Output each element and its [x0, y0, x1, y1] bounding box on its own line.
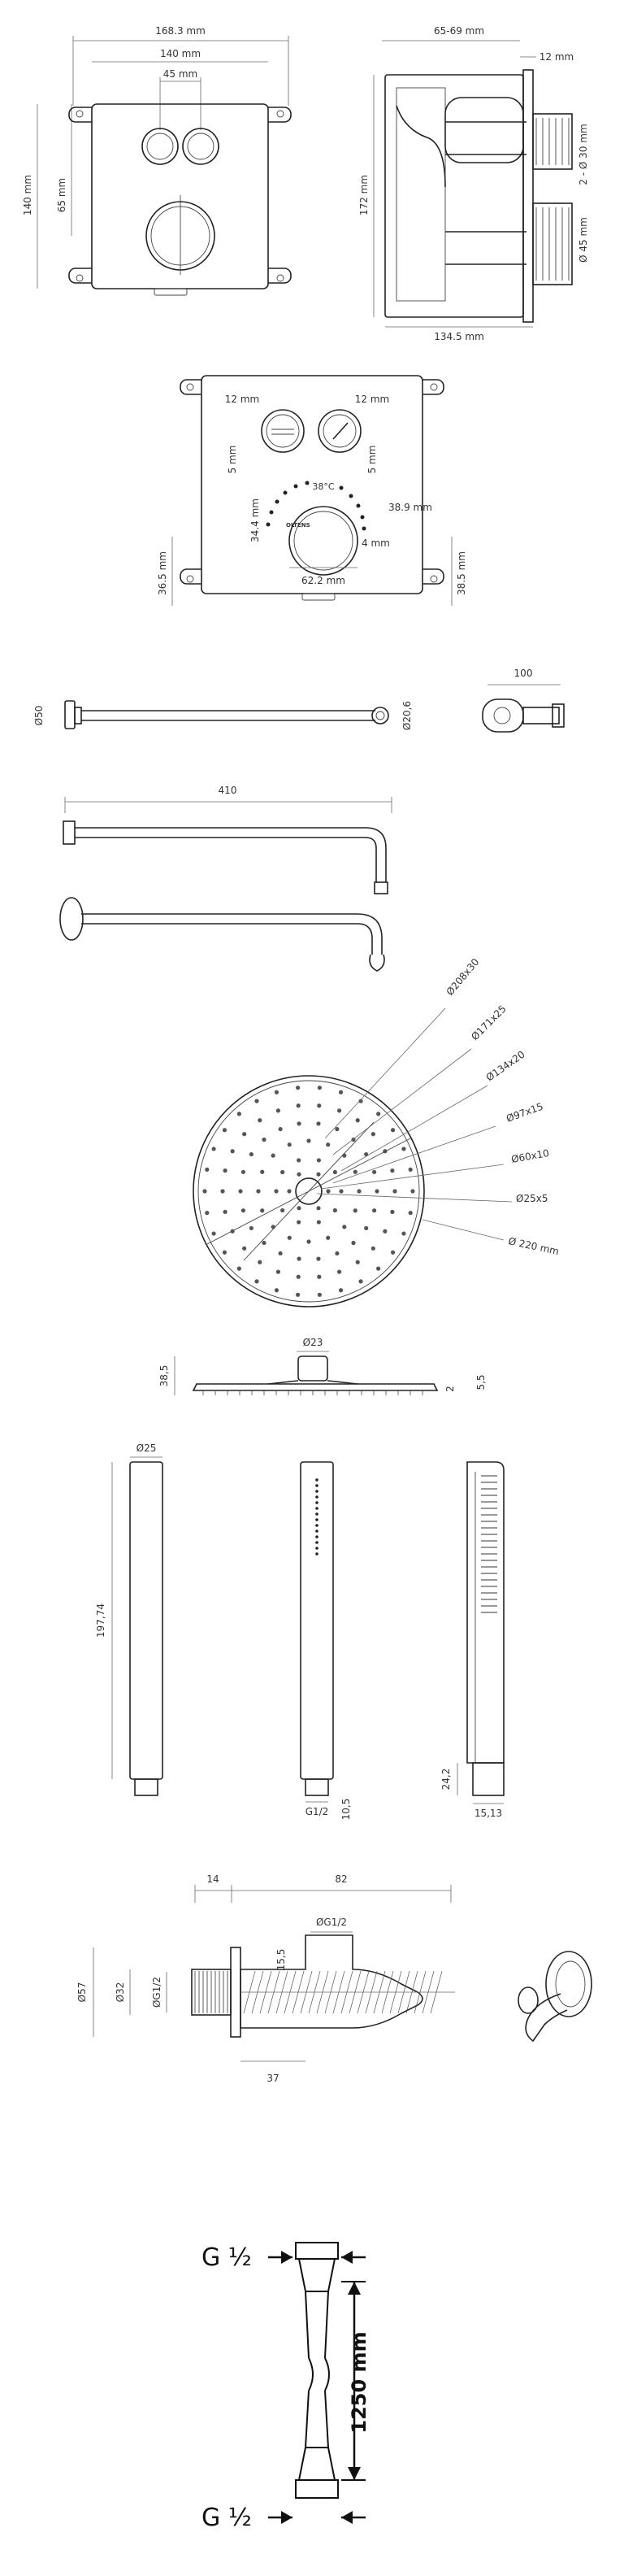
nozzle — [242, 1247, 246, 1251]
fp-brand: OLTENS — [286, 522, 310, 529]
nozzle — [288, 1142, 292, 1147]
fp-temp: 38°C — [312, 481, 335, 492]
nozzle — [317, 1220, 321, 1224]
nozzle — [279, 1127, 283, 1131]
hand-nozzle — [315, 1518, 318, 1521]
nozzle — [205, 1211, 209, 1215]
box-side-view — [358, 25, 589, 342]
nozzle — [297, 1121, 301, 1125]
ring-7: Ø 220 mm — [507, 1235, 561, 1258]
ring-4: Ø97x15 — [505, 1100, 545, 1125]
hand-nozzle — [315, 1507, 318, 1510]
hand-dia: Ø25 — [136, 1442, 157, 1454]
faceplate-view — [157, 376, 467, 606]
nozzle — [376, 1112, 380, 1116]
hand-nozzle — [315, 1524, 318, 1527]
nozzle — [410, 1189, 414, 1193]
nozzle — [316, 1173, 320, 1177]
nozzle — [383, 1229, 387, 1234]
hand-shower-view — [95, 1442, 504, 1820]
nozzle — [317, 1275, 321, 1279]
nozzle — [256, 1189, 260, 1193]
nozzle — [342, 1225, 346, 1229]
nozzle — [333, 1170, 337, 1174]
shower-head-top-view — [193, 956, 560, 1307]
nozzle — [371, 1247, 375, 1251]
head-height: 38,5 — [158, 1364, 170, 1387]
fp-right-base: 38.5 mm — [456, 551, 467, 595]
hand-nozzle — [315, 1490, 318, 1493]
side-depth-range: 65-69 mm — [433, 25, 485, 37]
nozzle — [241, 1208, 245, 1212]
nozzle — [306, 1239, 310, 1243]
fp-knob-dia: 62.2 mm — [301, 575, 345, 586]
nozzle — [326, 1236, 330, 1240]
nozzle — [254, 1099, 258, 1103]
nozzle — [306, 1138, 310, 1142]
nozzle — [287, 1189, 291, 1193]
side-knob-dia: Ø 45 mm — [578, 217, 589, 263]
nozzle — [353, 1170, 358, 1174]
nozzle — [371, 1132, 375, 1136]
box-front-view — [22, 25, 291, 295]
nozzle — [275, 1090, 279, 1094]
nozzle — [202, 1189, 206, 1193]
ring-2: Ø171x25 — [469, 1003, 509, 1043]
nozzle — [317, 1103, 321, 1107]
long-arm-view — [60, 785, 392, 971]
side-pipe-dia: 2 - Ø 30 mm — [578, 124, 589, 185]
nozzle — [316, 1257, 320, 1261]
nozzle — [391, 1251, 395, 1255]
nozzle — [335, 1127, 339, 1131]
elbow-inlet-thread: ØG1/2 — [151, 1976, 162, 2008]
elbow-perspective — [518, 1952, 592, 2041]
nozzle — [231, 1149, 235, 1153]
nozzle — [390, 1168, 394, 1173]
fp-btn-left-w: 12 mm — [224, 394, 260, 405]
nozzle — [223, 1210, 227, 1214]
nozzle — [276, 1270, 280, 1274]
fp-btn-right-w: 12 mm — [354, 394, 390, 405]
elbow-bottom-len: 37 — [266, 2073, 280, 2084]
head-thickness: 2 — [444, 1386, 456, 1392]
hand-nozzle — [315, 1501, 318, 1504]
nozzle — [364, 1226, 368, 1230]
elbow-outlet-h: 15,5 — [275, 1948, 287, 1971]
nozzle — [260, 1208, 264, 1212]
ring-3: Ø134x20 — [483, 1048, 527, 1084]
nozzle — [275, 1288, 279, 1292]
box-height: 140 mm — [22, 174, 33, 216]
elbow-view — [76, 1873, 592, 2084]
nozzle — [376, 1267, 380, 1271]
ring-5: Ø60x10 — [510, 1147, 550, 1165]
button-spacing: 45 mm — [162, 68, 198, 80]
nozzle — [297, 1220, 301, 1224]
elbow-outlet-thread: ØG1/2 — [315, 1917, 348, 1928]
nozzle — [333, 1208, 337, 1212]
nozzle — [211, 1231, 215, 1235]
nozzle — [260, 1170, 264, 1174]
holder-height: 24,2 — [440, 1768, 452, 1791]
fp-left-base: 36.5 mm — [157, 551, 168, 595]
nozzle — [358, 1279, 362, 1283]
nozzle — [279, 1251, 283, 1255]
hand-nozzle — [315, 1512, 318, 1516]
hand-thread-len: 10,5 — [340, 1798, 352, 1821]
nozzle — [258, 1118, 262, 1122]
nozzle — [337, 1270, 341, 1274]
fp-btn-right-h: 5 mm — [366, 445, 378, 474]
nozzle — [296, 1293, 300, 1297]
elbow-body-dia: Ø32 — [115, 1982, 126, 2003]
nozzle — [242, 1132, 246, 1136]
shower-head-side-view — [158, 1337, 487, 1395]
nozzle — [356, 1118, 360, 1122]
nozzle — [276, 1108, 280, 1112]
nozzle — [351, 1241, 355, 1245]
nozzle — [372, 1208, 376, 1212]
hand-thread: G1/2 — [305, 1806, 329, 1817]
hand-nozzle — [315, 1541, 318, 1544]
hose-top-label: G ½ — [202, 2243, 252, 2272]
nozzle — [356, 1260, 360, 1264]
nozzle — [271, 1225, 275, 1229]
side-total-depth: 134.5 mm — [434, 331, 484, 342]
ring-6: Ø25x5 — [516, 1193, 548, 1204]
nozzle — [237, 1112, 241, 1116]
nozzle — [317, 1158, 321, 1162]
fp-knob-right: 38.9 mm — [388, 502, 432, 513]
nozzle — [297, 1257, 301, 1261]
nozzle — [401, 1231, 405, 1235]
nozzle — [238, 1189, 242, 1193]
short-arm-view — [33, 668, 564, 732]
head-edge: 5,5 — [475, 1374, 487, 1390]
nozzle — [409, 1168, 413, 1172]
nozzle — [249, 1226, 254, 1230]
arm-short-tube-dia: Ø20,6 — [401, 700, 413, 731]
nozzle — [390, 1210, 394, 1214]
hose-bottom-label: G ½ — [202, 2504, 252, 2532]
nozzle — [391, 1128, 395, 1132]
nozzle — [258, 1260, 262, 1264]
nozzle — [249, 1152, 254, 1156]
nozzle — [409, 1211, 413, 1215]
hand-nozzle — [315, 1478, 318, 1482]
nozzle — [223, 1128, 227, 1132]
nozzle — [254, 1279, 258, 1283]
nozzle — [375, 1189, 379, 1193]
nozzle — [223, 1251, 227, 1255]
hose-view — [202, 2243, 370, 2532]
box-width-outer: 168.3 mm — [155, 25, 206, 37]
nozzle — [296, 1086, 300, 1090]
nozzle — [357, 1189, 361, 1193]
nozzle — [326, 1189, 330, 1193]
hand-nozzle — [315, 1530, 318, 1533]
nozzle — [316, 1206, 320, 1210]
nozzle — [392, 1189, 396, 1193]
side-thickness: 12 mm — [539, 51, 574, 63]
nozzle — [262, 1241, 266, 1245]
holder-width: 15,13 — [474, 1808, 503, 1819]
nozzle — [241, 1170, 245, 1174]
nozzle — [288, 1236, 292, 1240]
hand-length: 197,74 — [95, 1603, 106, 1638]
nozzle — [353, 1208, 358, 1212]
hand-nozzle — [315, 1552, 318, 1556]
hand-nozzle — [315, 1535, 318, 1538]
fp-knob-offset: 34.4 mm — [249, 498, 261, 542]
nozzle — [271, 1154, 275, 1158]
nozzle — [297, 1206, 301, 1210]
side-height: 172 mm — [358, 174, 370, 216]
hose-length: 1250 mm — [348, 2331, 370, 2434]
nozzle — [318, 1086, 322, 1090]
nozzle — [297, 1158, 301, 1162]
nozzle — [280, 1170, 284, 1174]
nozzle — [205, 1168, 209, 1172]
nozzle — [326, 1142, 330, 1147]
nozzle — [318, 1293, 322, 1297]
nozzle — [316, 1121, 320, 1125]
nozzle — [223, 1168, 227, 1173]
nozzle — [335, 1251, 339, 1255]
arm-short-length: 100 — [514, 668, 533, 679]
nozzle — [339, 1288, 343, 1292]
nozzle — [401, 1147, 405, 1151]
hand-nozzle — [315, 1495, 318, 1499]
nozzle — [262, 1138, 266, 1142]
nozzle — [337, 1108, 341, 1112]
nozzle — [211, 1147, 215, 1151]
elbow-offset: 14 — [206, 1873, 219, 1885]
nozzle — [297, 1275, 301, 1279]
nozzle — [297, 1103, 301, 1107]
nozzle — [297, 1173, 301, 1177]
fp-gap: 4 mm — [362, 537, 390, 549]
nozzle — [280, 1208, 284, 1212]
nozzle — [342, 1154, 346, 1158]
nozzle — [339, 1090, 343, 1094]
fp-btn-left-h: 5 mm — [227, 445, 238, 474]
nozzle — [274, 1189, 278, 1193]
height-to-buttons: 65 mm — [56, 177, 67, 213]
box-width-inner: 140 mm — [159, 48, 202, 59]
hand-nozzle — [315, 1547, 318, 1550]
nozzle — [339, 1189, 343, 1193]
nozzle — [372, 1170, 376, 1174]
elbow-length: 82 — [335, 1873, 348, 1885]
arm-long-length: 410 — [218, 785, 237, 796]
head-connector-dia: Ø23 — [302, 1337, 323, 1348]
nozzle — [220, 1189, 224, 1193]
hand-nozzle — [315, 1484, 318, 1487]
nozzle — [237, 1267, 241, 1271]
arm-short-flange-dia: Ø50 — [33, 705, 45, 726]
ring-1: Ø208x30 — [444, 956, 482, 998]
elbow-flange-dia: Ø57 — [76, 1982, 88, 2003]
